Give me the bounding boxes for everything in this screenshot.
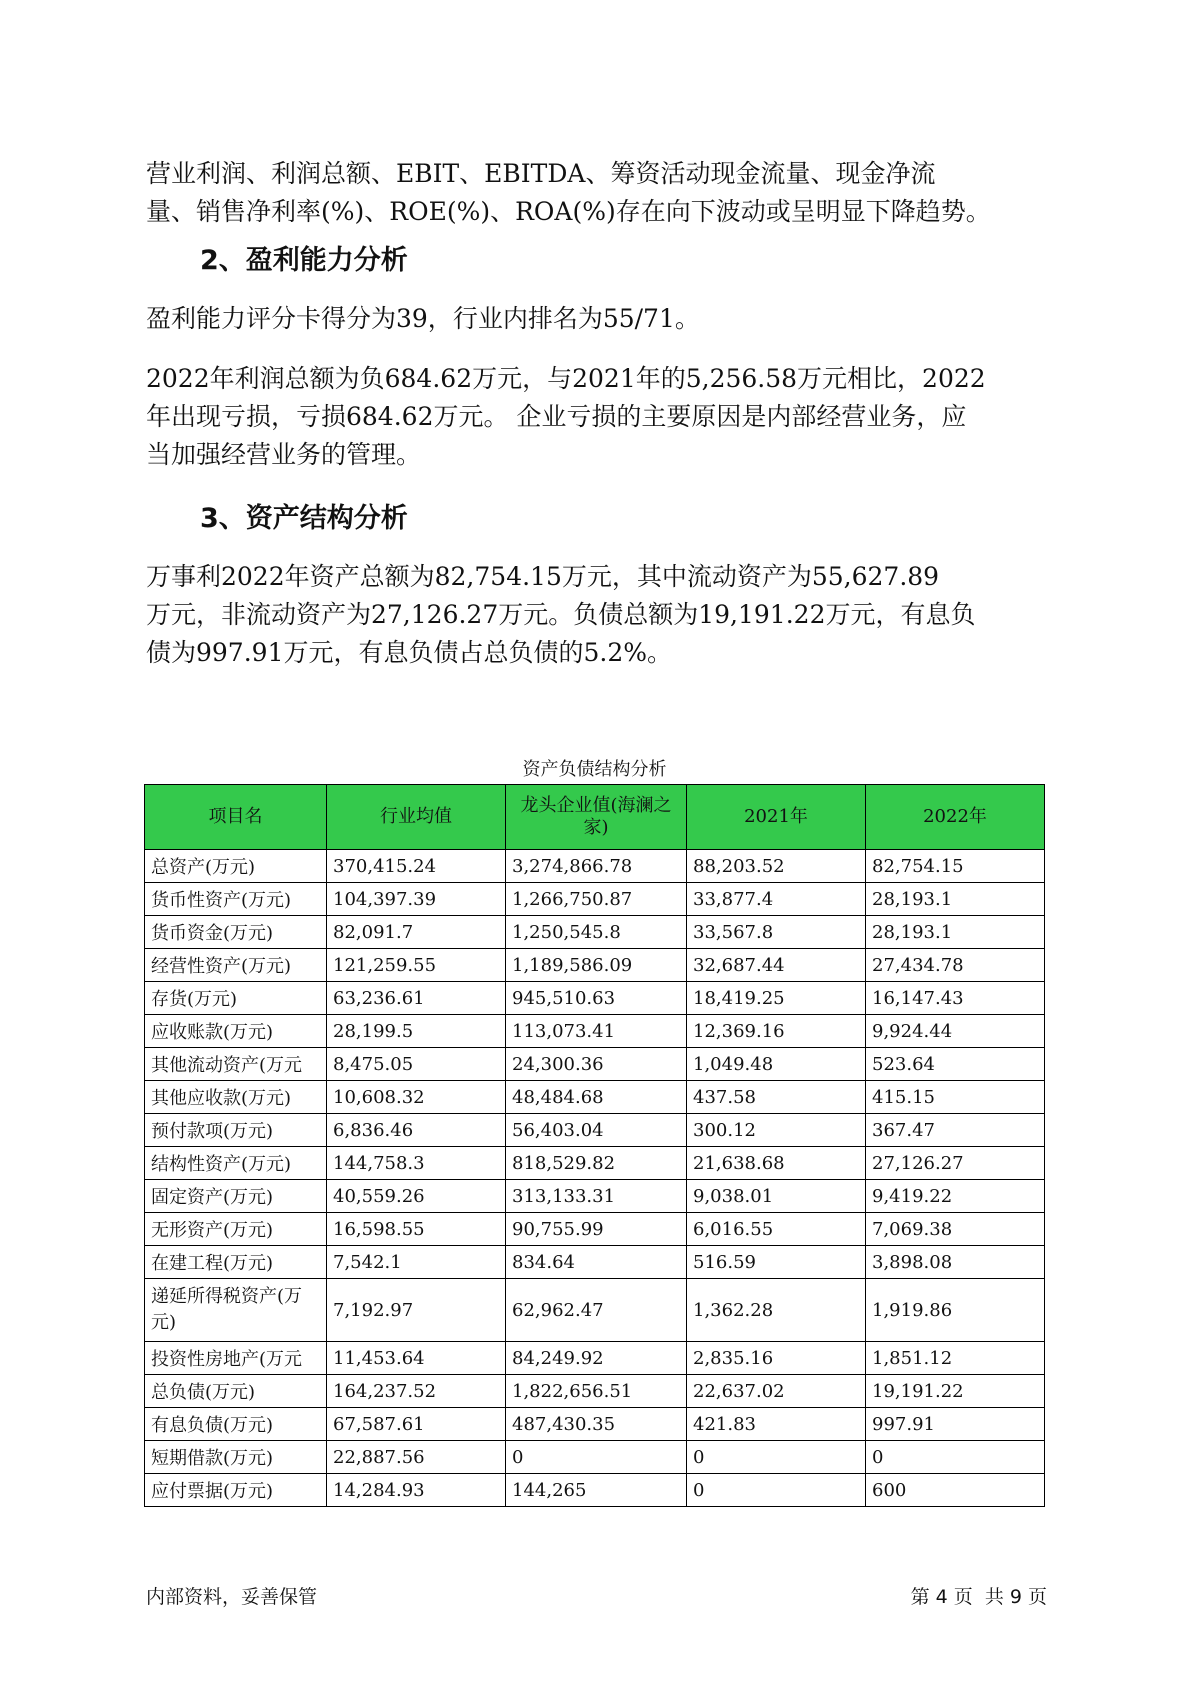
cell-industry-avg: 16,598.55 (327, 1213, 506, 1246)
header-item-name: 项目名 (145, 785, 327, 850)
cell-industry-avg: 14,284.93 (327, 1474, 506, 1507)
cell-leader: 144,265 (506, 1474, 687, 1507)
table-row (145, 1048, 1045, 1081)
cell-leader: 1,189,586.09 (506, 949, 687, 982)
cell-2022: 28,193.1 (866, 916, 1045, 949)
cell-2021: 516.59 (687, 1246, 866, 1279)
paragraph-profit-score: 盈利能力评分卡得分为39，行业内排名为55/71。 (146, 304, 700, 333)
table-header-row (145, 785, 1045, 850)
table-row (145, 850, 1045, 883)
cell-2021: 437.58 (687, 1081, 866, 1114)
table-row (145, 1147, 1045, 1180)
heading-profitability: 2、盈利能力分析 (200, 245, 408, 276)
cell-leader: 113,073.41 (506, 1015, 687, 1048)
cell-2021: 0 (687, 1474, 866, 1507)
cell-item: 其他应收款(万元) (145, 1081, 327, 1114)
cell-industry-avg: 370,415.24 (327, 850, 506, 883)
footer-page-number: 第 4 页 共 9 页 (910, 1586, 1047, 1608)
cell-2021: 32,687.44 (687, 949, 866, 982)
cell-leader: 62,962.47 (506, 1279, 687, 1342)
cell-leader: 84,249.92 (506, 1342, 687, 1375)
cell-industry-avg: 28,199.5 (327, 1015, 506, 1048)
cell-item: 经营性资产(万元) (145, 949, 327, 982)
cell-2022: 0 (866, 1441, 1045, 1474)
table-row (145, 1441, 1045, 1474)
cell-2022: 1,919.86 (866, 1279, 1045, 1342)
table-row (145, 982, 1045, 1015)
cell-leader: 834.64 (506, 1246, 687, 1279)
cell-industry-avg: 6,836.46 (327, 1114, 506, 1147)
cell-2021: 2,835.16 (687, 1342, 866, 1375)
cell-item: 预付款项(万元) (145, 1114, 327, 1147)
cell-item: 结构性资产(万元) (145, 1147, 327, 1180)
cell-industry-avg: 10,608.32 (327, 1081, 506, 1114)
heading-asset-structure: 3、资产结构分析 (200, 503, 408, 534)
cell-item: 递延所得税资产(万元) (145, 1279, 327, 1342)
cell-leader: 0 (506, 1441, 687, 1474)
cell-leader: 90,755.99 (506, 1213, 687, 1246)
cell-leader: 313,133.31 (506, 1180, 687, 1213)
cell-item: 总资产(万元) (145, 850, 327, 883)
cell-item: 固定资产(万元) (145, 1180, 327, 1213)
cell-industry-avg: 7,542.1 (327, 1246, 506, 1279)
cell-2021: 12,369.16 (687, 1015, 866, 1048)
cell-2022: 415.15 (866, 1081, 1045, 1114)
table-row (145, 1375, 1045, 1408)
cell-2022: 997.91 (866, 1408, 1045, 1441)
cell-2022: 82,754.15 (866, 850, 1045, 883)
cell-leader: 818,529.82 (506, 1147, 687, 1180)
cell-2021: 88,203.52 (687, 850, 866, 883)
header-leader-value: 龙头企业值(海澜之家) (506, 785, 687, 850)
cell-2021: 21,638.68 (687, 1147, 866, 1180)
paragraph-asset-summary: 万事利2022年资产总额为82,754.15万元，其中流动资产为55,627.89 万元，非流动资产为27,126.27万元。负债总额为19,191.22万元，有息负 债为997.91万元，有息负债占总负债的5.2%。 (146, 562, 976, 667)
cell-leader: 24,300.36 (506, 1048, 687, 1081)
header-2022: 2022年 (866, 785, 1045, 850)
cell-2021: 33,877.4 (687, 883, 866, 916)
table-row (145, 1342, 1045, 1375)
cell-2022: 523.64 (866, 1048, 1045, 1081)
table-row (145, 1474, 1045, 1507)
cell-2021: 33,567.8 (687, 916, 866, 949)
cell-2021: 22,637.02 (687, 1375, 866, 1408)
cell-industry-avg: 11,453.64 (327, 1342, 506, 1375)
cell-2021: 6,016.55 (687, 1213, 866, 1246)
table-row (145, 1081, 1045, 1114)
table-row (145, 916, 1045, 949)
cell-item: 有息负债(万元) (145, 1408, 327, 1441)
cell-2022: 27,434.78 (866, 949, 1045, 982)
table-row (145, 883, 1045, 916)
cell-2022: 1,851.12 (866, 1342, 1045, 1375)
cell-2022: 27,126.27 (866, 1147, 1045, 1180)
cell-2022: 16,147.43 (866, 982, 1045, 1015)
cell-industry-avg: 164,237.52 (327, 1375, 506, 1408)
table-row (145, 1408, 1045, 1441)
table-row (145, 1246, 1045, 1279)
cell-industry-avg: 121,259.55 (327, 949, 506, 982)
cell-industry-avg: 82,091.7 (327, 916, 506, 949)
cell-industry-avg: 7,192.97 (327, 1279, 506, 1342)
cell-2021: 0 (687, 1441, 866, 1474)
cell-industry-avg: 104,397.39 (327, 883, 506, 916)
cell-item: 应收账款(万元) (145, 1015, 327, 1048)
balance-structure-table (144, 784, 1045, 1507)
cell-item: 存货(万元) (145, 982, 327, 1015)
cell-item: 在建工程(万元) (145, 1246, 327, 1279)
cell-2022: 367.47 (866, 1114, 1045, 1147)
cell-industry-avg: 144,758.3 (327, 1147, 506, 1180)
cell-item: 货币性资产(万元) (145, 883, 327, 916)
cell-2022: 28,193.1 (866, 883, 1045, 916)
cell-leader: 48,484.68 (506, 1081, 687, 1114)
cell-2022: 19,191.22 (866, 1375, 1045, 1408)
cell-2021: 9,038.01 (687, 1180, 866, 1213)
cell-leader: 487,430.35 (506, 1408, 687, 1441)
cell-2021: 300.12 (687, 1114, 866, 1147)
cell-industry-avg: 8,475.05 (327, 1048, 506, 1081)
cell-2022: 9,419.22 (866, 1180, 1045, 1213)
cell-industry-avg: 63,236.61 (327, 982, 506, 1015)
paragraph-trend: 营业利润、利润总额、EBIT、EBITDA、筹资活动现金流量、现金净流 量、销售净利率(%)、ROE(%)、ROA(%)存在向下波动或呈明显下降趋势。 (146, 159, 991, 226)
cell-2022: 9,924.44 (866, 1015, 1045, 1048)
cell-leader: 1,250,545.8 (506, 916, 687, 949)
table-row (145, 1279, 1045, 1342)
cell-leader: 1,266,750.87 (506, 883, 687, 916)
cell-item: 应付票据(万元) (145, 1474, 327, 1507)
cell-industry-avg: 22,887.56 (327, 1441, 506, 1474)
cell-item: 短期借款(万元) (145, 1441, 327, 1474)
header-industry-avg: 行业均值 (327, 785, 506, 850)
footer-confidential-note: 内部资料，妥善保管 (146, 1586, 318, 1608)
paragraph-profit-total: 2022年利润总额为负684.62万元，与2021年的5,256.58万元相比，2022 年出现亏损，亏损684.62万元。 企业亏损的主要原因是内部经营业务，应 当加强经营业务的管理。 (146, 364, 986, 469)
cell-2021: 1,049.48 (687, 1048, 866, 1081)
table-row (145, 1114, 1045, 1147)
cell-leader: 56,403.04 (506, 1114, 687, 1147)
cell-leader: 3,274,866.78 (506, 850, 687, 883)
cell-leader: 945,510.63 (506, 982, 687, 1015)
table-row (145, 1180, 1045, 1213)
cell-2021: 421.83 (687, 1408, 866, 1441)
table-row (145, 1213, 1045, 1246)
cell-item: 无形资产(万元) (145, 1213, 327, 1246)
table-row (145, 1015, 1045, 1048)
cell-item: 投资性房地产(万元 (145, 1342, 327, 1375)
cell-2022: 600 (866, 1474, 1045, 1507)
cell-item: 货币资金(万元) (145, 916, 327, 949)
table-row (145, 949, 1045, 982)
cell-2021: 1,362.28 (687, 1279, 866, 1342)
cell-2022: 7,069.38 (866, 1213, 1045, 1246)
header-2021: 2021年 (687, 785, 866, 850)
cell-item: 总负债(万元) (145, 1375, 327, 1408)
table-caption: 资产负债结构分析 (522, 759, 667, 780)
cell-2021: 18,419.25 (687, 982, 866, 1015)
cell-industry-avg: 67,587.61 (327, 1408, 506, 1441)
cell-2022: 3,898.08 (866, 1246, 1045, 1279)
cell-industry-avg: 40,559.26 (327, 1180, 506, 1213)
cell-item: 其他流动资产(万元 (145, 1048, 327, 1081)
cell-leader: 1,822,656.51 (506, 1375, 687, 1408)
